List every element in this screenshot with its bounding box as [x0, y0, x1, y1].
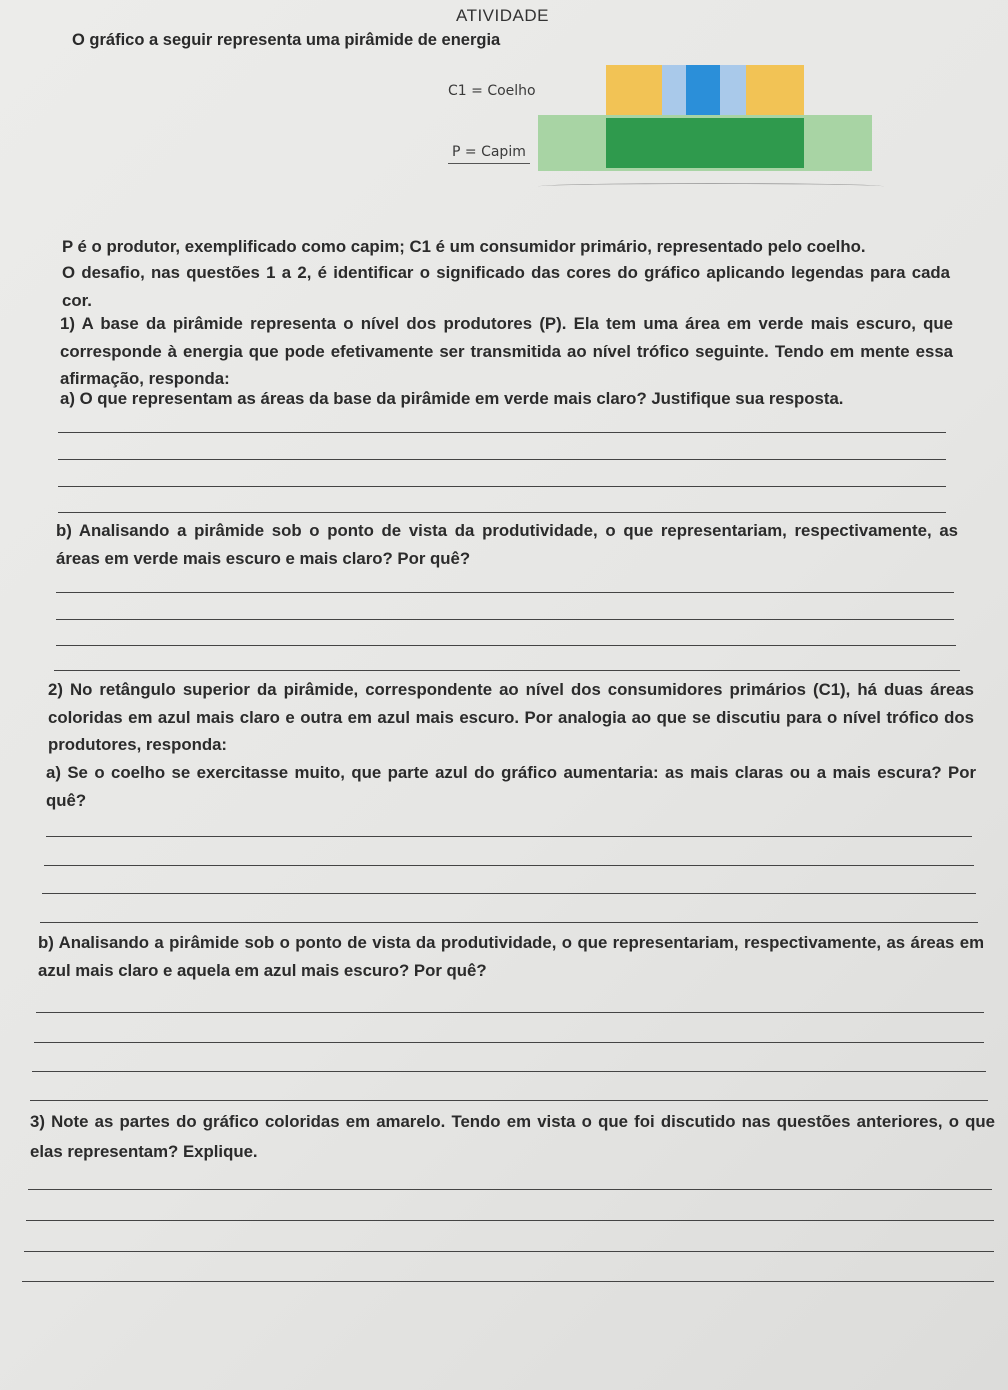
answer-line-2a-4[interactable]: [40, 922, 978, 923]
question-3-statement: 3) Note as partes do gráfico coloridas em amarelo. Tendo em vista o que foi discutido nas questões anteriores, o que elas representam? Explique.: [30, 1112, 995, 1161]
c1-yellow-right: [746, 65, 804, 121]
answer-line-3-4[interactable]: [22, 1281, 994, 1282]
pencil-sketch-line: [538, 183, 884, 190]
answer-line-3-1[interactable]: [28, 1189, 992, 1190]
description-line-2: O desafio, nas questões 1 a 2, é identificar o significado das cores do gráfico aplicando legendas para cada cor.: [62, 263, 950, 310]
question-2-statement: 2) No retângulo superior da pirâmide, correspondente ao nível dos consumidores primários (C1), há duas áreas coloridas em azul mais claro e outra em azul mais escuro. Por analogia ao que se discutiu para o nível trófico dos produtores, responda:: [48, 680, 974, 754]
energy-pyramid: [430, 60, 900, 200]
answer-line-2a-2[interactable]: [44, 865, 974, 866]
answer-line-2a-3[interactable]: [42, 893, 976, 894]
question-1b: b) Analisando a pirâmide sob o ponto de vista da produtividade, o que representariam, respectivamente, as áreas em verde mais escuro e mais claro? Por quê?: [56, 521, 958, 568]
c1-blue-dark: [686, 65, 720, 121]
answer-line-1b-2[interactable]: [56, 619, 954, 620]
question-1-statement: 1) A base da pirâmide representa o nível dos produtores (P). Ela tem uma área em verde mais escuro, que corresponde à energia que pode efetivamente ser transmitida ao nível trófico seguinte. Tendo em mente essa afirmação, responda:: [60, 314, 953, 388]
answer-line-1a-2[interactable]: [58, 459, 946, 460]
c1-blue-light-left: [662, 65, 686, 121]
label-p: P = Capim: [448, 144, 530, 164]
answer-line-2b-3[interactable]: [32, 1071, 986, 1072]
answer-line-1b-4[interactable]: [54, 670, 960, 671]
intro-text: O gráfico a seguir representa uma pirâmide de energia: [72, 31, 501, 49]
answer-line-1b-1[interactable]: [56, 592, 954, 593]
answer-line-2b-4[interactable]: [30, 1100, 988, 1101]
answer-line-2b-2[interactable]: [34, 1042, 984, 1043]
answer-line-1a-1[interactable]: [58, 432, 946, 433]
question-1a: a) O que representam as áreas da base da pirâmide em verde mais claro? Justifique sua resposta.: [60, 389, 844, 408]
answer-line-3-3[interactable]: [24, 1251, 994, 1252]
page-title: ATIVIDADE: [456, 6, 549, 25]
label-c1: C1 = Coelho: [448, 83, 536, 99]
answer-line-1b-3[interactable]: [56, 645, 956, 646]
description-line-1: P é o produtor, exemplificado como capim; C1 é um consumidor primário, representado pelo coelho.: [62, 237, 866, 256]
p-green-dark: [606, 118, 804, 168]
question-2a: a) Se o coelho se exercitasse muito, que parte azul do gráfico aumentaria: as mais claras ou a mais escura? Por quê?: [46, 763, 976, 810]
answer-line-3-2[interactable]: [26, 1220, 994, 1221]
c1-blue-light-right: [720, 65, 746, 121]
question-2b: b) Analisando a pirâmide sob o ponto de vista da produtividade, o que representariam, respectivamente, as áreas em azul mais claro e aquela em azul mais escuro? Por quê?: [38, 933, 984, 980]
answer-line-2b-1[interactable]: [36, 1012, 984, 1013]
answer-line-2a-1[interactable]: [46, 836, 972, 837]
answer-line-1a-3[interactable]: [58, 486, 946, 487]
c1-yellow-left: [606, 65, 662, 121]
answer-line-1a-4[interactable]: [58, 512, 946, 513]
